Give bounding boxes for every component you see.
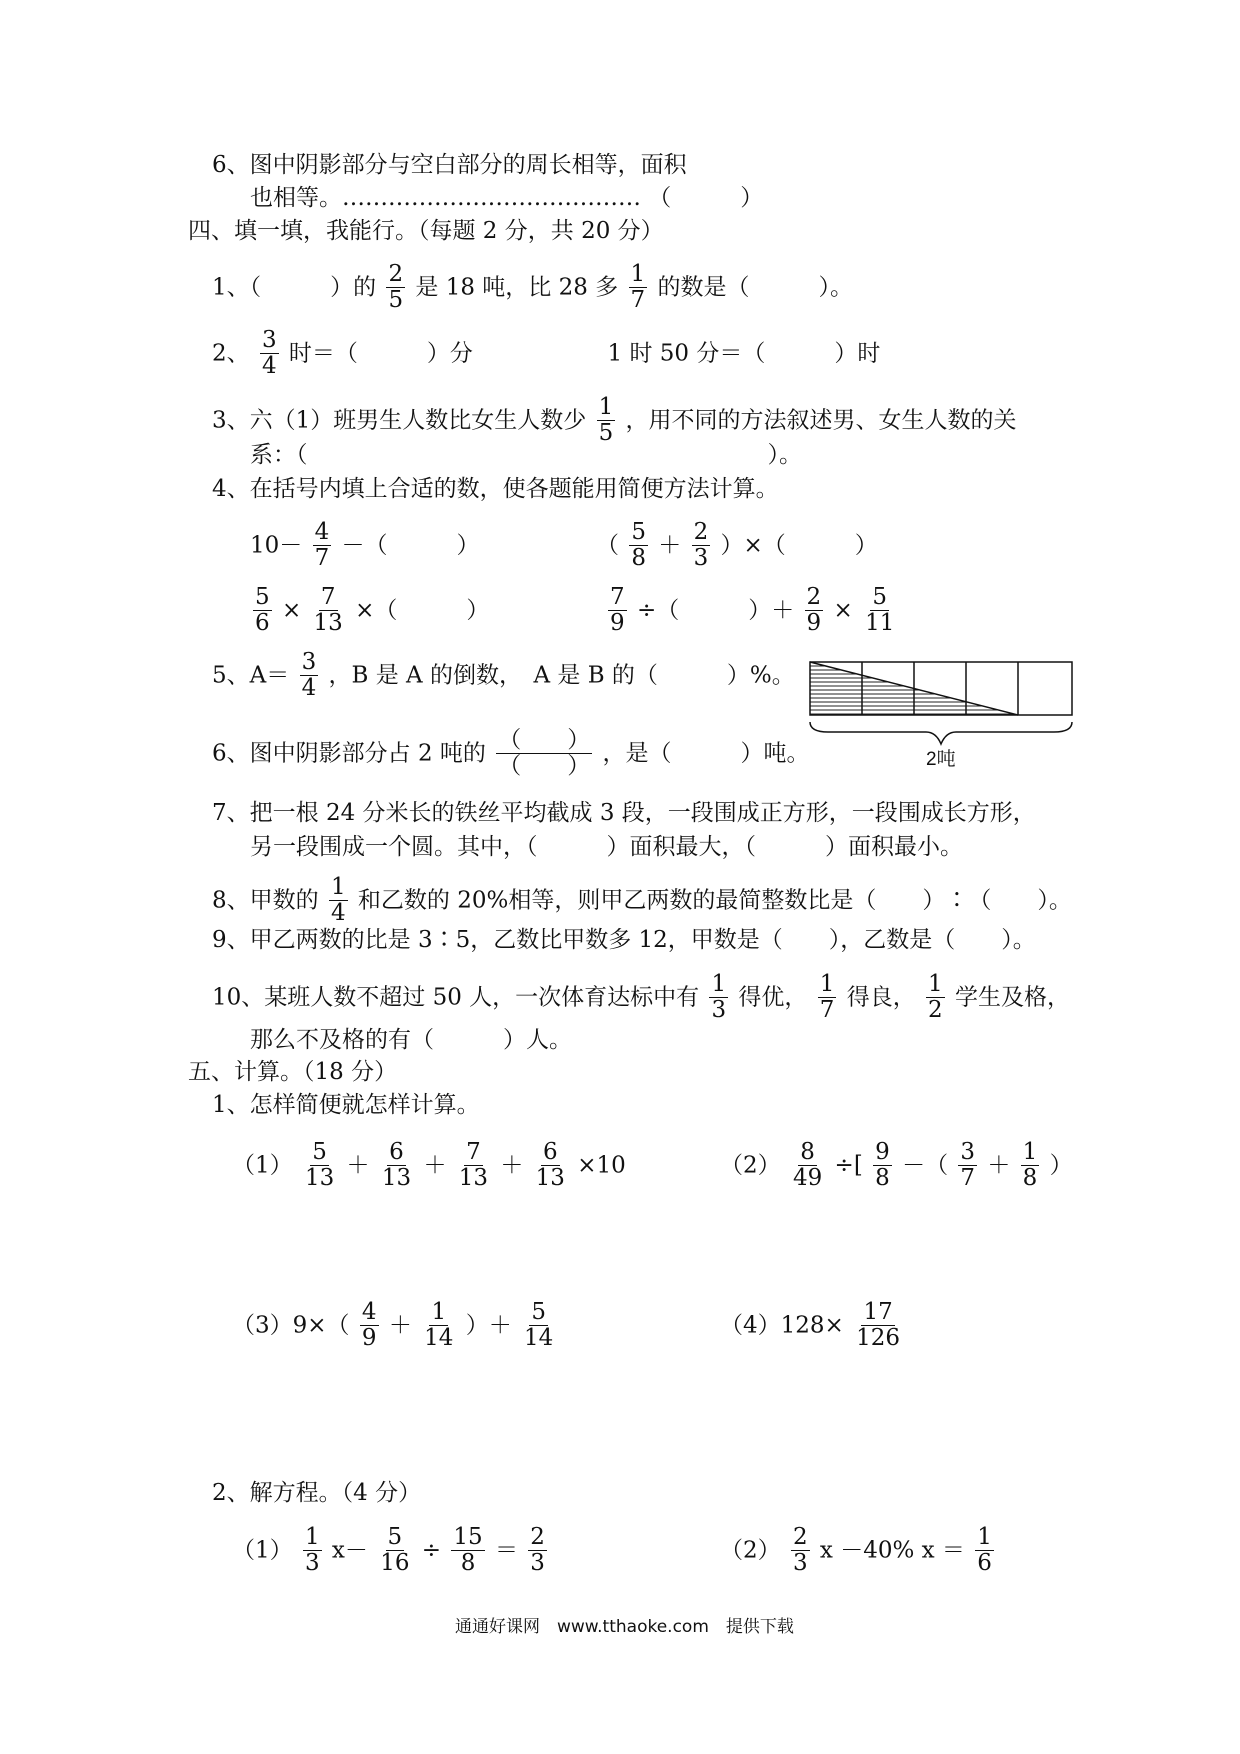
numerator: 2 bbox=[792, 1524, 808, 1550]
denominator: 8 bbox=[875, 1165, 890, 1191]
numerator: 5 bbox=[255, 584, 270, 610]
denominator: 14 bbox=[424, 1325, 454, 1351]
denominator: 6 bbox=[255, 610, 270, 636]
numerator: 3 bbox=[960, 1139, 976, 1165]
denominator: 3 bbox=[304, 1550, 320, 1576]
numerator: 1 bbox=[819, 971, 835, 997]
denominator: 9 bbox=[361, 1325, 377, 1351]
fraction bbox=[1021, 1140, 1040, 1191]
fraction bbox=[528, 1525, 547, 1576]
fraction bbox=[629, 262, 648, 313]
denominator: 3 bbox=[693, 545, 709, 571]
fraction bbox=[260, 328, 279, 379]
denominator: 7 bbox=[314, 545, 330, 571]
s4-q4-expr-3: $\frac{5}{6}$ × $\frac{7}{13}$ ×（ ） bbox=[255, 584, 490, 636]
numerator: 5 bbox=[872, 584, 888, 610]
denominator: 8 bbox=[1022, 1165, 1038, 1191]
s5-equation-1: （1） $\frac{1}{3}$ x－ $\frac{5}{16}$ ÷ $\frac{15}{8}$ ＝ $\frac{2}{3}$ bbox=[232, 1524, 545, 1576]
fraction bbox=[360, 1300, 379, 1351]
s4-question-7-line2: 另一段围成一个圆。其中，（ ）面积最大，（ ）面积最小。 bbox=[250, 834, 963, 860]
judge-item-6-line1: 6、图中阴影部分与空白部分的周长相等，面积 bbox=[212, 152, 687, 178]
denominator: 13 bbox=[304, 1165, 335, 1191]
judge-item-6-line2: 也相等。………………………………… （ ） bbox=[250, 185, 764, 211]
fraction bbox=[709, 972, 728, 1023]
fraction bbox=[597, 395, 616, 446]
denominator: 7 bbox=[819, 997, 835, 1023]
fraction bbox=[312, 585, 345, 636]
numerator: 1 bbox=[598, 394, 614, 420]
s4-q4-expr-2: （ $\frac{5}{8}$ ＋ $\frac{2}{3}$ ）×（ ） bbox=[596, 519, 878, 571]
s4-question-6: 6、图中阴影部分占 2 吨的 （ ） （ ） ，是（ ）吨。 bbox=[212, 727, 810, 779]
denominator: 14 bbox=[524, 1325, 554, 1351]
section-5-title: 五、计算。（18 分） bbox=[188, 1059, 398, 1085]
denominator: 4 bbox=[261, 353, 277, 379]
numerator: 5 bbox=[387, 1524, 403, 1550]
fraction bbox=[522, 1300, 555, 1351]
numerator: 2 bbox=[530, 1524, 545, 1550]
fraction bbox=[378, 1525, 411, 1576]
fraction bbox=[386, 262, 405, 313]
denominator: 7 bbox=[630, 287, 646, 313]
s4-question-8: 8、甲数的 $\frac{1}{4}$ 和乙数的 20%相等，则甲乙两数的最简整数比是（ ）∶（ ）。 bbox=[212, 874, 1072, 926]
fraction bbox=[958, 1140, 977, 1191]
denominator: 49 bbox=[792, 1165, 823, 1191]
numerator: 1 bbox=[1022, 1139, 1038, 1165]
numerator: 2 bbox=[388, 261, 404, 287]
numerator: 9 bbox=[875, 1139, 890, 1165]
numerator: 5 bbox=[312, 1139, 327, 1165]
s5-equation-2: （2） $\frac{2}{3}$ x －40% x ＝ $\frac{1}{6}$ bbox=[720, 1524, 992, 1576]
fraction bbox=[818, 972, 837, 1023]
fraction bbox=[975, 1525, 994, 1576]
s5-problem-2: （2） $\frac{8}{49}$ ÷[ $\frac{9}{8}$ －（ $\frac{3}{7}$ ＋ $\frac{1}{8}$ ） bbox=[720, 1139, 1073, 1191]
denominator: 4 bbox=[330, 900, 346, 926]
s4-question-3-line2: 系：（ ）。 bbox=[250, 442, 802, 468]
fraction bbox=[303, 1525, 322, 1576]
numerator: 1 bbox=[304, 1524, 320, 1550]
s4-question-2: 2、 $\frac{3}{4}$ 时＝（ ）分 1 时 50 分＝（ ）时 bbox=[212, 327, 881, 379]
fraction bbox=[422, 1300, 455, 1351]
fraction bbox=[457, 1140, 490, 1191]
numerator: 5 bbox=[631, 519, 646, 545]
s5-problem-1: （1） $\frac{5}{13}$ ＋ $\frac{6}{13}$ ＋ $\frac{7}{13}$ ＋ $\frac{6}{13}$ ×10 bbox=[232, 1139, 626, 1191]
denominator: 3 bbox=[530, 1550, 545, 1576]
numerator: （ ） bbox=[498, 727, 591, 753]
numerator: 3 bbox=[261, 327, 277, 353]
s4-q4-expr-4: $\frac{7}{9}$ ÷（ ）＋ $\frac{2}{9}$ × $\frac{5}{11}$ bbox=[610, 584, 895, 636]
denominator: 2 bbox=[928, 997, 943, 1023]
fraction bbox=[629, 520, 648, 571]
numerator: 15 bbox=[453, 1524, 483, 1550]
denominator: 8 bbox=[631, 545, 646, 571]
fraction bbox=[791, 1140, 824, 1191]
fraction bbox=[805, 585, 824, 636]
s5-problem-4: （4）128× $\frac{17}{126}$ bbox=[720, 1299, 901, 1351]
numerator: 7 bbox=[610, 584, 625, 610]
numerator: 2 bbox=[693, 519, 709, 545]
numerator: 1 bbox=[330, 874, 346, 900]
numerator: 1 bbox=[431, 1299, 447, 1325]
fraction bbox=[854, 1300, 902, 1351]
denominator: 13 bbox=[381, 1165, 412, 1191]
shaded-rectangle-figure bbox=[808, 660, 1088, 775]
s4-question-5: 5、A＝ $\frac{3}{4}$ ，B 是 A 的倒数， A 是 B 的（ ）%。 bbox=[212, 649, 795, 701]
s4-question-9: 9、甲乙两数的比是 3∶5，乙数比甲数多 12，甲数是（ ），乙数是（ ）。 bbox=[212, 927, 1036, 953]
numerator: 2 bbox=[806, 584, 822, 610]
denominator: 13 bbox=[458, 1165, 489, 1191]
denominator: 5 bbox=[598, 420, 614, 446]
denominator: 13 bbox=[535, 1165, 565, 1191]
footer-source: 通通好课网 www.tthaoke.com 提供下载 bbox=[455, 1617, 794, 1637]
fraction bbox=[873, 1140, 892, 1191]
denominator: 9 bbox=[806, 610, 822, 636]
fraction bbox=[926, 972, 945, 1023]
s5-sub-1: 1、怎样简便就怎样计算。 bbox=[212, 1092, 480, 1118]
numerator: 1 bbox=[928, 971, 943, 997]
fraction bbox=[313, 520, 332, 571]
section-4-title: 四、填一填，我能行。（每题 2 分，共 20 分） bbox=[188, 218, 664, 244]
numerator: 4 bbox=[314, 519, 330, 545]
fraction bbox=[303, 1140, 336, 1191]
numerator: 7 bbox=[320, 584, 336, 610]
fraction bbox=[791, 1525, 810, 1576]
s4-question-4-title: 4、在括号内填上合适的数，使各题能用简便方法计算。 bbox=[212, 476, 779, 502]
fraction bbox=[608, 585, 627, 636]
denominator: 7 bbox=[960, 1165, 976, 1191]
s5-problem-3: （3）9×（ $\frac{4}{9}$ ＋ $\frac{1}{14}$ ）＋ $\frac{5}{14}$ bbox=[232, 1299, 554, 1351]
fraction bbox=[329, 875, 348, 926]
denominator: 5 bbox=[388, 287, 404, 313]
denominator: 8 bbox=[460, 1550, 476, 1576]
denominator: 16 bbox=[380, 1550, 410, 1576]
numerator: 1 bbox=[630, 261, 646, 287]
denominator: 6 bbox=[977, 1550, 992, 1576]
denominator: （ ） bbox=[498, 753, 591, 779]
s4-question-1: 1、（ ）的 $\frac{2}{5}$ 是 18 吨，比 28 多 $\frac{1}{7}$ 的数是（ ）。 bbox=[212, 261, 853, 313]
denominator: 13 bbox=[313, 610, 343, 636]
denominator: 126 bbox=[856, 1325, 901, 1351]
denominator: 4 bbox=[301, 675, 317, 701]
fraction bbox=[863, 585, 896, 636]
numerator: 7 bbox=[466, 1139, 481, 1165]
s4-question-7-line1: 7、把一根 24 分米长的铁丝平均截成 3 段，一段围成正方形，一段围成长方形， bbox=[212, 800, 1036, 826]
fraction bbox=[534, 1140, 567, 1191]
fraction bbox=[451, 1525, 484, 1576]
s4-q4-expr-1: 10－ $\frac{4}{7}$ －（ ） bbox=[250, 519, 480, 571]
numerator: 8 bbox=[800, 1139, 815, 1165]
s4-question-3: 3、六（1）班男生人数比女生人数少 $\frac{1}{5}$ ，用不同的方法叙述男、女生人数的关 bbox=[212, 394, 1017, 446]
figure-label: 2吨 bbox=[926, 749, 956, 770]
numerator: 17 bbox=[863, 1299, 893, 1325]
numerator: 5 bbox=[531, 1299, 546, 1325]
s4-question-10-line2: 那么不及格的有（ ）人。 bbox=[250, 1027, 572, 1053]
fraction bbox=[300, 650, 319, 701]
numerator: 3 bbox=[301, 649, 317, 675]
denominator: 3 bbox=[711, 997, 727, 1023]
numerator: 1 bbox=[977, 1524, 992, 1550]
denominator: 9 bbox=[610, 610, 625, 636]
fraction bbox=[253, 585, 272, 636]
numerator: 6 bbox=[389, 1139, 404, 1165]
numerator: 6 bbox=[542, 1139, 558, 1165]
numerator: 4 bbox=[361, 1299, 377, 1325]
denominator: 3 bbox=[792, 1550, 808, 1576]
denominator: 11 bbox=[865, 610, 895, 636]
numerator: 1 bbox=[711, 971, 727, 997]
s4-question-10: 10、某班人数不超过 50 人，一次体育达标中有 $\frac{1}{3}$ 得优， $\frac{1}{7}$ 得良， $\frac{1}{2}$ 学生及格， bbox=[212, 971, 1070, 1023]
fraction bbox=[380, 1140, 413, 1191]
s5-sub-2: 2、解方程。（4 分） bbox=[212, 1480, 422, 1506]
fraction bbox=[496, 728, 592, 779]
fraction bbox=[692, 520, 711, 571]
